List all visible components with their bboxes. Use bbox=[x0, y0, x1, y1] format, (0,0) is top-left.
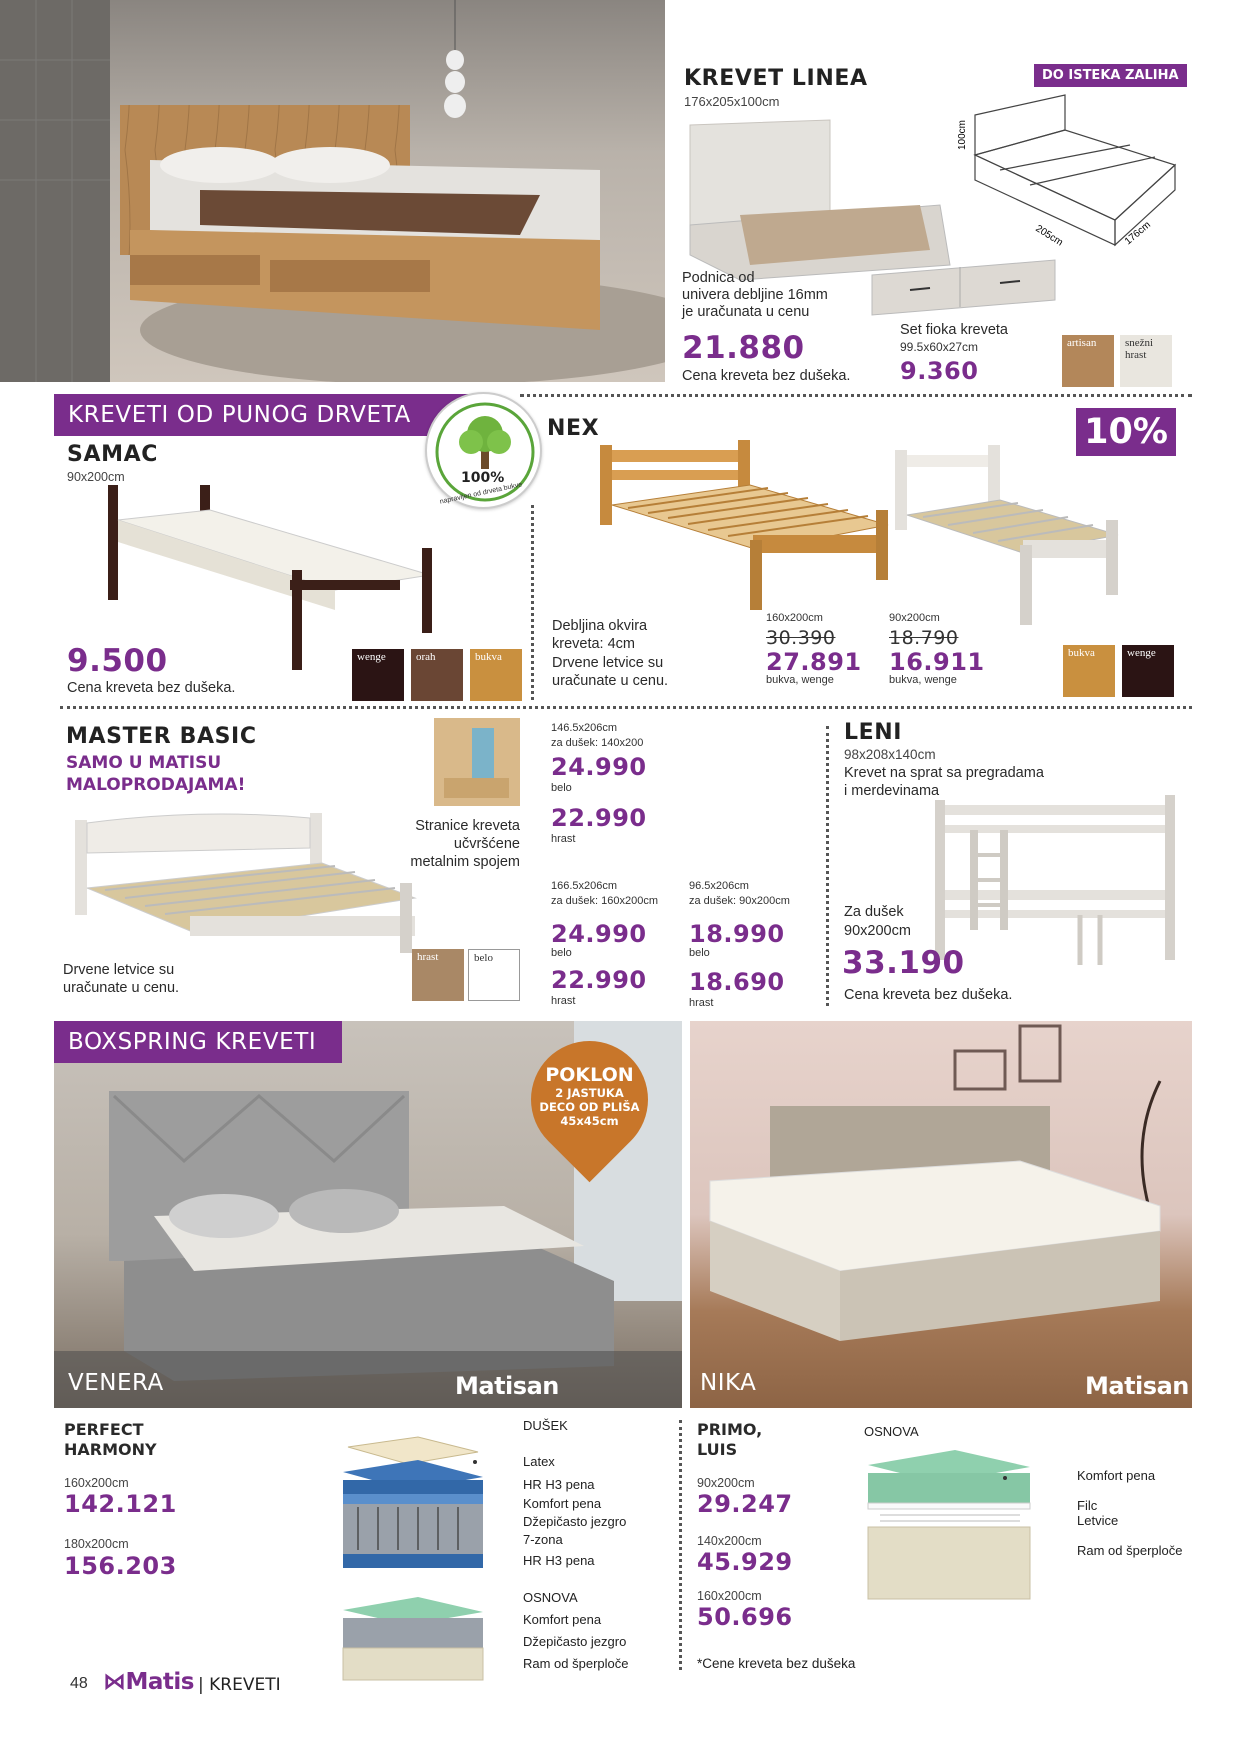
footer-section: | KREVETI bbox=[198, 1675, 281, 1695]
gift-line-1: 2 JASTUKA bbox=[555, 1086, 624, 1100]
drawer-dims: 99.5x60x27cm bbox=[900, 340, 979, 354]
leni-price: 33.190 bbox=[842, 945, 965, 981]
perfect-price-1: 142.121 bbox=[64, 1490, 177, 1518]
leni-dims: 98x208x140cm bbox=[844, 747, 936, 762]
leni-mat-1: Za dušek bbox=[844, 904, 904, 920]
master-p1-col-b: hrast bbox=[551, 833, 576, 845]
swatch-wenge-label: wenge bbox=[357, 651, 386, 663]
nex-big-price: 27.891 bbox=[766, 648, 862, 676]
beech-badge-pct: 100% bbox=[461, 470, 505, 486]
leni-desc-1: Krevet na sprat sa pregradama bbox=[844, 765, 1044, 781]
leni-bunk-bed-photo bbox=[930, 795, 1185, 970]
master-p3-price-b: 18.690 bbox=[689, 968, 785, 996]
nex-big-size: 160x200cm bbox=[766, 612, 823, 624]
primo-footnote: *Cene kreveta bez dušeka bbox=[697, 1656, 856, 1671]
perfect-size-2: 180x200cm bbox=[64, 1537, 129, 1551]
leni-mat-2: 90x200cm bbox=[844, 923, 911, 939]
master-p1-col-a: belo bbox=[551, 782, 572, 794]
swatch-nex-bukva bbox=[1063, 645, 1115, 697]
master-p2-size: 166.5x206cm bbox=[551, 880, 618, 892]
master-p3-size: 96.5x206cm bbox=[689, 880, 749, 892]
osnova-title: OSNOVA bbox=[523, 1590, 578, 1605]
dusek-layer-zona: 7-zona bbox=[523, 1532, 563, 1547]
footer-brand bbox=[103, 1669, 194, 1695]
linea-title: KREVET LINEA bbox=[684, 66, 868, 91]
venera-brand: Matisan bbox=[455, 1372, 559, 1400]
master-bed-photo bbox=[70, 808, 420, 958]
linea-price-note: Cena kreveta bez dušeka. bbox=[682, 368, 851, 384]
master-p3-col-a: belo bbox=[689, 947, 710, 959]
nex-big-old-price: 30.390 bbox=[766, 627, 836, 649]
primo-osnova-title: OSNOVA bbox=[864, 1424, 919, 1439]
primo-layer-filc: Filc bbox=[1077, 1498, 1098, 1513]
master-p1-mat: za dušek: 140x200 bbox=[551, 737, 644, 749]
perfect-size-1: 160x200cm bbox=[64, 1476, 129, 1490]
samac-price: 9.500 bbox=[67, 643, 168, 679]
diagram-width: 176cm bbox=[1122, 219, 1153, 248]
linea-desc-1: Podnica od bbox=[682, 270, 755, 286]
dusek-layer-komfort: Komfort pena bbox=[523, 1496, 602, 1511]
nex-small-price: 16.911 bbox=[889, 648, 985, 676]
dusek-layer-hr-h3-2: HR H3 pena bbox=[523, 1553, 595, 1568]
primo-title-1: PRIMO, bbox=[697, 1420, 763, 1439]
divider-samac-nex bbox=[531, 505, 534, 700]
master-sub-1: SAMO U MATISU bbox=[66, 753, 222, 773]
nex-desc-4: uračunate u cenu. bbox=[552, 673, 669, 689]
primo-base-diagram bbox=[860, 1445, 1035, 1605]
leni-title: LENI bbox=[844, 720, 903, 745]
nex-big-colors: bukva, wenge bbox=[766, 674, 834, 686]
primo-price-1: 29.247 bbox=[697, 1490, 793, 1518]
master-sub-2: MALOPRODAJAMA! bbox=[66, 775, 246, 795]
swatch-nex-wenge-label: wenge bbox=[1127, 647, 1156, 659]
master-p3-col-b: hrast bbox=[689, 997, 714, 1009]
swatch-belo bbox=[468, 949, 520, 1001]
leni-desc-2: i merdevinama bbox=[844, 783, 940, 799]
primo-size-1: 90x200cm bbox=[697, 1476, 755, 1490]
swatch-belo-label: belo bbox=[474, 952, 493, 964]
nex-desc-1: Debljina okvira bbox=[552, 618, 648, 634]
diagram-height: 100cm bbox=[957, 119, 968, 150]
stock-badge bbox=[1034, 64, 1187, 87]
gift-badge-text bbox=[531, 1064, 648, 1128]
swatch-wenge bbox=[352, 649, 404, 701]
matis-logo-icon: ⋈ bbox=[103, 1669, 126, 1695]
divider-top bbox=[520, 394, 1192, 397]
primo-size-2: 140x200cm bbox=[697, 1534, 762, 1548]
nex-desc-2: kreveta: 4cm bbox=[552, 636, 635, 652]
drawer-price: 9.360 bbox=[900, 357, 979, 385]
gift-line-3: 45x45cm bbox=[560, 1114, 619, 1128]
swatch-orah-label: orah bbox=[416, 651, 436, 663]
nika-label: NIKA bbox=[700, 1370, 757, 1396]
callout-dot bbox=[473, 1460, 477, 1464]
venera-label: VENERA bbox=[68, 1370, 164, 1396]
drawer-title: Set fioka kreveta bbox=[900, 322, 1008, 338]
swatch-hrast-label: hrast bbox=[417, 951, 439, 963]
linea-desc-3: je uračunata u cenu bbox=[682, 304, 810, 320]
nex-small-colors: bukva, wenge bbox=[889, 674, 957, 686]
swatch-bukva bbox=[470, 649, 522, 701]
dusek-layer-hr-h3: HR H3 pena bbox=[523, 1477, 595, 1492]
master-p3-price-a: 18.990 bbox=[689, 920, 785, 948]
primo-layer-ram: Ram od šperploče bbox=[1077, 1543, 1183, 1558]
osnova-layer-jezgro: Džepičasto jezgro bbox=[523, 1634, 627, 1649]
leni-note: Cena kreveta bez dušeka. bbox=[844, 987, 1013, 1003]
swatch-snezni-hrast-label: snežni hrast bbox=[1125, 337, 1154, 361]
samac-note: Cena kreveta bez dušeka. bbox=[67, 680, 236, 696]
osnova-layer-ram: Ram od šperploče bbox=[523, 1656, 629, 1671]
master-p1-size: 146.5x206cm bbox=[551, 722, 618, 734]
primo-layer-komfort: Komfort pena bbox=[1077, 1468, 1156, 1483]
bed-illustration bbox=[0, 0, 665, 382]
master-p1-price-b: 22.990 bbox=[551, 804, 647, 832]
nex-discount-label: 10% bbox=[1084, 412, 1168, 452]
samac-title: SAMAC bbox=[67, 442, 158, 467]
swatch-orah bbox=[411, 649, 463, 701]
swatch-nex-bukva-label: bukva bbox=[1068, 647, 1095, 659]
beech-badge-text: napravljen od drveta bukve bbox=[439, 481, 523, 506]
nex-desc-3: Drvene letvice su bbox=[552, 655, 664, 671]
boxspring-header bbox=[54, 1021, 342, 1063]
nika-bed-illustration bbox=[690, 1021, 1192, 1408]
master-slats-1: Drvene letvice su bbox=[63, 962, 175, 978]
master-p2-price-a: 24.990 bbox=[551, 920, 647, 948]
nex-single-bed-photo bbox=[893, 445, 1123, 630]
perfect-title-1: PERFECT bbox=[64, 1420, 144, 1439]
primo-price-3: 50.696 bbox=[697, 1603, 793, 1631]
master-title: MASTER BASIC bbox=[66, 724, 257, 749]
linea-diagram bbox=[940, 85, 1190, 265]
osnova-layer-komfort: Komfort pena bbox=[523, 1612, 602, 1627]
linea-dims: 176x205x100cm bbox=[684, 94, 780, 109]
perfect-title-2: HARMONY bbox=[64, 1440, 157, 1459]
swatch-nex-wenge bbox=[1122, 645, 1174, 697]
linea-price: 21.880 bbox=[682, 330, 805, 366]
nika-brand: Matisan bbox=[1085, 1372, 1189, 1400]
master-p3-mat: za dušek: 90x200cm bbox=[689, 895, 790, 907]
page-number: 48 bbox=[70, 1675, 88, 1692]
swatch-snezni-hrast bbox=[1120, 335, 1172, 387]
master-detail-photo bbox=[434, 718, 520, 806]
gift-line-2: DECO OD PLIŠA bbox=[539, 1100, 640, 1114]
dusek-layer-latex: Latex bbox=[523, 1454, 555, 1469]
master-side-1: Stranice kreveta bbox=[415, 818, 520, 834]
master-p2-mat: za dušek: 160x200cm bbox=[551, 895, 659, 907]
primo-layer-letvice: Letvice bbox=[1077, 1513, 1119, 1528]
nex-double-bed-photo bbox=[598, 440, 893, 615]
swatch-artisan-label: artisan bbox=[1067, 337, 1097, 349]
perfect-price-2: 156.203 bbox=[64, 1552, 177, 1580]
master-p2-col-b: hrast bbox=[551, 995, 576, 1007]
dusek-layer-jezgro: Džepičasto jezgro bbox=[523, 1514, 627, 1529]
primo-title-2: LUIS bbox=[697, 1440, 738, 1459]
swatch-bukva-label: bukva bbox=[475, 651, 502, 663]
nex-small-size: 90x200cm bbox=[889, 612, 940, 624]
wood-header bbox=[54, 394, 474, 436]
nika-photo bbox=[690, 1021, 1192, 1408]
stock-badge-label: DO ISTEKA ZALIHA bbox=[1042, 68, 1179, 83]
primo-callout-dot bbox=[1003, 1476, 1007, 1480]
footer-brand-label: Matis bbox=[125, 1669, 194, 1695]
primo-size-3: 160x200cm bbox=[697, 1589, 762, 1603]
swatch-hrast bbox=[412, 949, 464, 1001]
linea-desc-2: univera debljine 16mm bbox=[682, 287, 828, 303]
gift-title: POKLON bbox=[545, 1064, 634, 1086]
swatch-artisan bbox=[1062, 335, 1114, 387]
dusek-title: DUŠEK bbox=[523, 1418, 568, 1433]
master-p2-col-a: belo bbox=[551, 947, 572, 959]
perfect-mattress-diagram bbox=[338, 1432, 488, 1687]
wood-header-label: KREVETI OD PUNOG DRVETA bbox=[68, 402, 411, 428]
boxspring-header-label: BOXSPRING KREVETI bbox=[68, 1029, 317, 1055]
bed-room-photo bbox=[0, 0, 665, 382]
master-p1-price-a: 24.990 bbox=[551, 753, 647, 781]
divider-perfect-primo bbox=[679, 1420, 682, 1670]
divider-master-leni bbox=[826, 726, 829, 1006]
diagram-length: 205cm bbox=[1033, 223, 1065, 249]
samac-dims: 90x200cm bbox=[67, 470, 125, 484]
divider-middle bbox=[60, 706, 1192, 709]
master-side-3: metalnim spojem bbox=[410, 854, 520, 870]
nex-small-old-price: 18.790 bbox=[889, 627, 959, 649]
primo-price-2: 45.929 bbox=[697, 1548, 793, 1576]
master-side-2: učvršćene bbox=[453, 836, 520, 852]
master-p2-price-b: 22.990 bbox=[551, 966, 647, 994]
master-slats-2: uračunate u cenu. bbox=[63, 980, 180, 996]
nex-title: NEX bbox=[547, 416, 600, 441]
